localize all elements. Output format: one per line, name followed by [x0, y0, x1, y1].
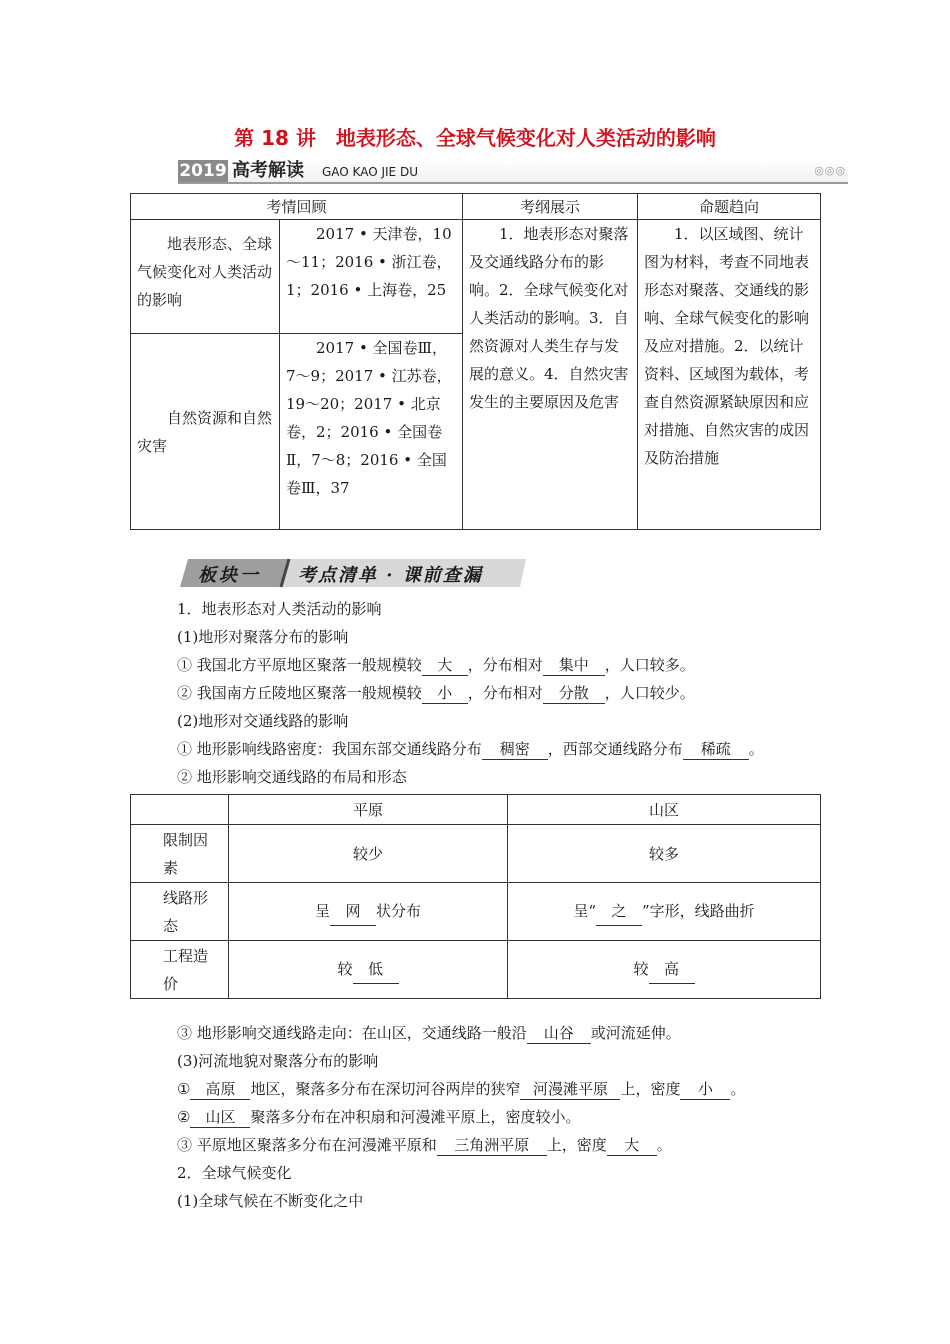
answer-blank: 之	[596, 897, 642, 926]
text-segment: ，西部交通线路分布	[547, 740, 683, 758]
section-title: 考点清单 · 课前查漏	[298, 565, 483, 586]
fill-line-7	[177, 1106, 580, 1128]
header-mountain: 山区	[508, 795, 821, 825]
answer-blank: 高	[649, 955, 695, 984]
answer-blank: 小	[422, 682, 468, 704]
answer-blank: 网	[330, 897, 376, 926]
answer-blank: 低	[353, 955, 399, 984]
row-label-cost: 工程造价	[131, 941, 229, 999]
text-segment: ”字形，线路曲折	[642, 902, 755, 920]
exams-resources: 2017 • 全国卷Ⅲ，7～9；2017 • 江苏卷，19～20；2017 • 北京卷，2；2016 • 全国卷Ⅱ，7～8；2016 • 全国卷Ⅲ，37	[280, 334, 463, 530]
answer-blank: 高原	[190, 1078, 250, 1100]
answer-blank: 集中	[543, 654, 605, 676]
text-segment: ，分布相对	[467, 656, 543, 674]
empty-header-cell	[131, 795, 229, 825]
trend-cell: 1．以区域图、统计图为材料，考查不同地表形态对聚落、交通线的影响、全球气候变化的影响及应对措施。2．以统计资料、区域图为载体，考查自然资源紧缺原因和应对措施、自然灾害的成因及防治措施	[638, 220, 821, 530]
text-segment: 状分布	[376, 902, 422, 920]
text-segment: 上，密度	[620, 1080, 681, 1098]
topic-landform: 地表形态、全球气候变化对人类活动的影响	[131, 220, 280, 334]
cell-mountain-limits: 较多	[508, 825, 821, 883]
answer-blank: 三角洲平原	[437, 1134, 547, 1156]
cell-plain-cost	[229, 941, 508, 999]
answer-blank: 稀疏	[683, 738, 749, 760]
text-segment: ① 我国北方平原地区聚落一般规模较	[177, 656, 422, 674]
text-segment: 或河流延伸。	[590, 1024, 681, 1042]
text-segment: ③ 地形影响交通线路走向：在山区，交通线路一般沿	[177, 1024, 527, 1042]
exam-interpretation-banner	[178, 160, 848, 184]
page-title: 第 18 讲 地表形态、全球气候变化对人类活动的影响	[234, 126, 716, 150]
subheading-4: (1)全球气候在不断变化之中	[177, 1192, 364, 1210]
topic-resources: 自然资源和自然灾害	[131, 334, 280, 530]
fill-line-8	[177, 1134, 672, 1156]
fill-line-5	[177, 1022, 681, 1044]
fill-line-3	[177, 738, 764, 760]
answer-blank: 稠密	[482, 738, 548, 760]
fill-line-6	[177, 1078, 746, 1100]
text-segment: 呈	[314, 902, 330, 920]
text-segment: 。	[656, 1136, 672, 1154]
cell-plain-shape	[229, 883, 508, 941]
answer-blank: 河漫滩平原	[520, 1078, 620, 1100]
answer-blank: 山谷	[527, 1022, 591, 1044]
row-label-limits: 限制因素	[131, 825, 229, 883]
fill-line-1	[177, 654, 695, 676]
text-segment: 较	[633, 960, 649, 978]
text-segment: ，人口较少。	[604, 684, 695, 702]
answer-blank: 山区	[190, 1106, 250, 1128]
section-label: 板块一	[198, 565, 261, 586]
text-segment: 上，密度	[546, 1136, 607, 1154]
outline-cell: 1．地表形态对聚落及交通线路分布的影响。2．全球气候变化对人类活动的影响。3．自然资源对人类生存与发展的意义。4．自然灾害发生的主要原因及危害	[463, 220, 638, 530]
line-4: ② 地形影响交通线路的布局和形态	[177, 768, 407, 786]
banner-dots-icon: ◎◎◎	[814, 164, 846, 177]
cell-mountain-cost	[508, 941, 821, 999]
answer-blank: 分散	[543, 682, 605, 704]
text-segment: ①	[177, 1080, 191, 1098]
text-segment: ，分布相对	[467, 684, 543, 702]
banner-title: 高考解读	[232, 160, 304, 181]
heading-2: 2．全球气候变化	[177, 1164, 292, 1182]
row-label-shape: 线路形态	[131, 883, 229, 941]
header-trend: 命题趋向	[638, 194, 821, 220]
answer-blank: 小	[680, 1078, 730, 1100]
answer-blank: 大	[422, 654, 468, 676]
subheading-3: (3)河流地貌对聚落分布的影响	[177, 1052, 379, 1070]
text-segment: ② 我国南方丘陵地区聚落一般规模较	[177, 684, 422, 702]
exams-landform: 2017 • 天津卷，10～11；2016 • 浙江卷，1；2016 • 上海卷，25	[280, 220, 463, 334]
fill-line-2	[177, 682, 695, 704]
subheading-2: (2)地形对交通线路的影响	[177, 712, 349, 730]
text-segment: 较	[337, 960, 353, 978]
banner-pinyin: GAO KAO JIE DU	[322, 165, 418, 179]
text-segment: 呈“	[573, 902, 596, 920]
answer-blank: 大	[607, 1134, 657, 1156]
text-segment: 。	[748, 740, 764, 758]
text-segment: ，人口较多。	[604, 656, 695, 674]
section-banner	[176, 557, 526, 589]
header-plain: 平原	[229, 795, 508, 825]
banner-year: 2019	[179, 161, 227, 181]
header-outline: 考纲展示	[463, 194, 638, 220]
terrain-transport-table	[130, 794, 821, 999]
text-segment: ① 地形影响线路密度：我国东部交通线路分布	[177, 740, 482, 758]
subheading-1: (1)地形对聚落分布的影响	[177, 628, 349, 646]
cell-plain-limits: 较少	[229, 825, 508, 883]
header-review: 考情回顾	[131, 194, 463, 220]
text-segment: 。	[730, 1080, 746, 1098]
text-segment: ③ 平原地区聚落多分布在河漫滩平原和	[177, 1136, 437, 1154]
text-segment: 聚落多分布在冲积扇和河漫滩平原上，密度较小。	[250, 1108, 581, 1126]
text-segment: ②	[177, 1108, 191, 1126]
text-segment: 地区，聚落多分布在深切河谷两岸的狭窄	[250, 1080, 521, 1098]
exam-overview-table	[130, 193, 821, 530]
cell-mountain-shape	[508, 883, 821, 941]
heading-1: 1．地表形态对人类活动的影响	[177, 600, 382, 618]
